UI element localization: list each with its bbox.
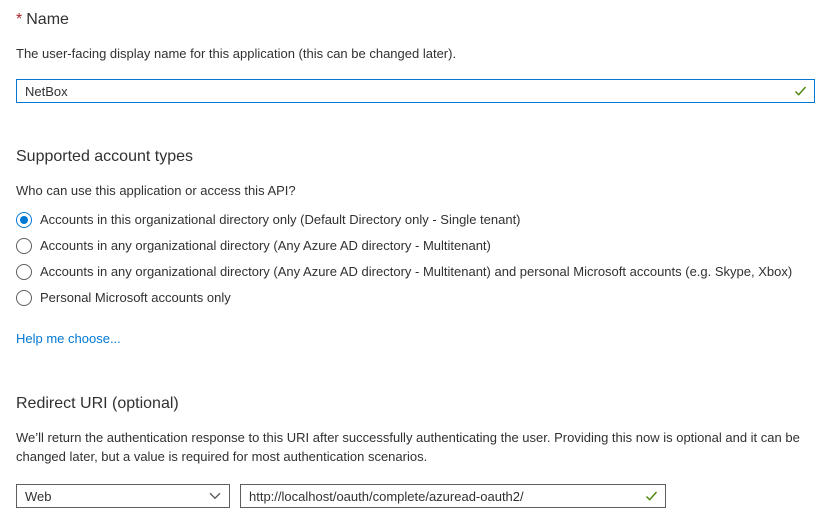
account-type-option-personal-only[interactable]: [16, 285, 815, 311]
account-types-question: Who can use this application or access this API?: [16, 183, 296, 198]
redirect-uri-description: We’ll return the authentication response to this URI after successfully authenticating the user. Providing this now is optional and it can be changed later, but a value is required for most authentication scenarios.: [16, 430, 800, 464]
redirect-uri-input[interactable]: [240, 484, 666, 508]
name-section-title: [16, 10, 815, 30]
redirect-uri-controls: [16, 484, 815, 508]
name-title-text: Name: [26, 11, 69, 28]
radio-label: Personal Microsoft accounts only: [40, 290, 231, 305]
name-input[interactable]: [16, 79, 815, 103]
checkmark-icon: [794, 85, 807, 98]
platform-select[interactable]: [16, 484, 230, 508]
required-marker: *: [16, 11, 23, 28]
radio-button[interactable]: [16, 238, 32, 254]
help-me-choose-link[interactable]: Help me choose...: [16, 331, 121, 346]
account-type-option-single-tenant[interactable]: [16, 207, 815, 233]
radio-label: Accounts in this organizational directory only (Default Directory only - Single tenant): [40, 212, 521, 227]
account-type-option-multitenant[interactable]: [16, 233, 815, 259]
name-description: The user-facing display name for this application (this can be changed later).: [16, 46, 457, 61]
redirect-uri-title: Redirect URI (optional): [16, 395, 179, 412]
account-types-radio-group: [16, 207, 815, 311]
account-types-title: Supported account types: [16, 148, 194, 165]
radio-button[interactable]: [16, 264, 32, 280]
checkmark-icon: [645, 490, 658, 503]
radio-label: Accounts in any organizational directory (Any Azure AD directory - Multitenant) and personal Microsoft accounts (e.g. Skype, Xbox): [40, 264, 793, 279]
chevron-down-icon: [209, 492, 221, 500]
radio-label: Accounts in any organizational directory (Any Azure AD directory - Multitenant): [40, 238, 491, 253]
platform-select-value: Web: [25, 488, 52, 504]
radio-button[interactable]: [16, 212, 32, 228]
radio-button[interactable]: [16, 290, 32, 306]
account-type-option-multitenant-personal[interactable]: [16, 259, 815, 285]
name-input-wrap: [16, 79, 815, 103]
redirect-uri-input-wrap: [240, 484, 666, 508]
